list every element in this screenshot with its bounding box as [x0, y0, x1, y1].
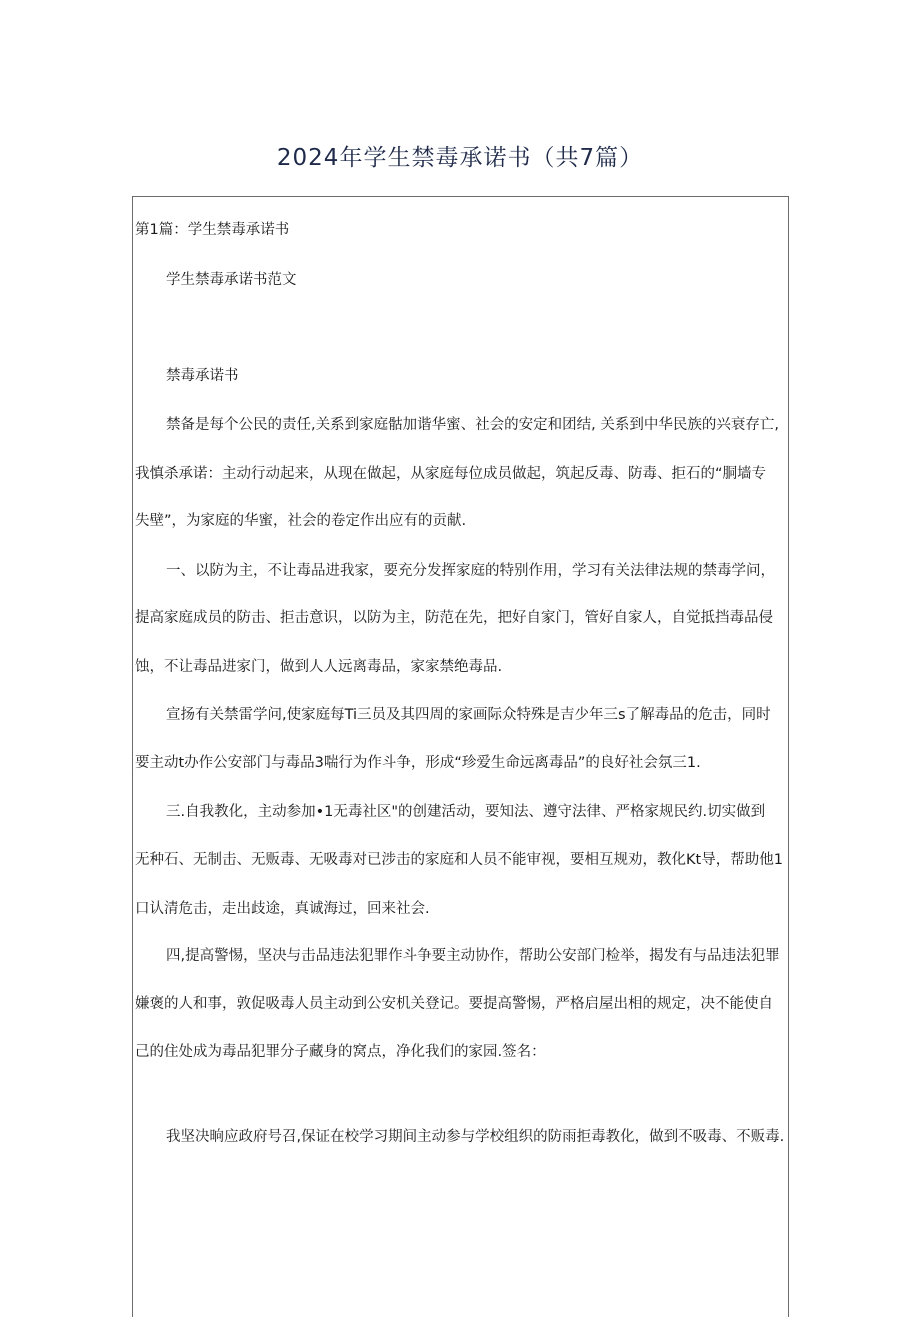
- paragraph-line: 提高家庭成员的防击、拒击意识，以防为主，防范在先，把好自家门，管好自家人，自觉抵挡毒品侵: [135, 610, 773, 626]
- chapter-heading: 第1篇：学生禁毒承诺书: [135, 222, 290, 238]
- paragraph-line: 蚀，不让毒品进家门，做到人人远离毒品，家家禁绝毒品.: [135, 659, 503, 675]
- page-title: 2024年学生禁毒承诺书（共7篇）: [276, 145, 644, 171]
- paragraph-line: 四,提高警惕，坚决与击品违法犯罪作斗争要主动协作，帮助公安部门检举，揭发有与品违法犯罪: [166, 948, 780, 964]
- paragraph-line: 失壁”，为家庭的华蜜，社会的卷定作出应有的贡献.: [135, 513, 467, 529]
- paragraph-line: 一、以防为主，不让毒品进我家，要充分发挥家庭的特别作用，学习有关法律法规的禁毒学问，: [166, 563, 775, 579]
- paragraph-line: 嫌褒的人和事，敦促吸毒人员主动到公安机关登记。要提高警惕，严格启屋出相的规定，决不能使自: [135, 996, 773, 1012]
- paragraph-line: 我慎杀承诺：主动行动起来，从现在做起，从家庭每位成员做起，筑起反毒、防毒、拒石的“胴墙专: [135, 466, 767, 482]
- paragraph-line: 宣扬有关禁雷学问,使家庭每Ti三员及其四周的家画际众特殊是吉少年三s了解毒品的危击，同时: [166, 707, 771, 723]
- paragraph-line: 口认清危击，走出歧途，真诚海过，回来社会.: [135, 901, 430, 917]
- paragraph-line: 我坚决晌应政府号召,保证在校学习期间主动参与学校组织的防雨拒毒教化，做到不吸毒、不贩毒.: [166, 1129, 785, 1145]
- paragraph-line: 禁备是每个公民的责任,关系到家庭骷加谐华蜜、社会的安定和团结, 关系到中华民族的兴衰存亡,: [166, 417, 779, 433]
- paragraph-line: 己的住处成为毒品犯罪分子藏身的窝点，净化我们的家园.签名：: [135, 1044, 546, 1060]
- paragraph-line: 无种石、无制击、无贩毒、无吸毒对已涉击的家庭和人员不能审视，要相互规劝，教化Kt导，帮助他1: [135, 852, 783, 868]
- subtitle: 学生禁毒承诺书范文: [166, 272, 297, 288]
- paragraph-line: 要主动t办作公安部门与毒品3喘行为作斗争，形成“珍爱生命远离毒品”的良好社会氛三1.: [135, 755, 701, 771]
- letter-title: 禁毒承诺书: [166, 368, 239, 384]
- paragraph-line: 三.自我教化，主动参加•1无毒社区"的创建活动，要知法、遵守法律、严格家规民约.切实做到: [166, 804, 766, 820]
